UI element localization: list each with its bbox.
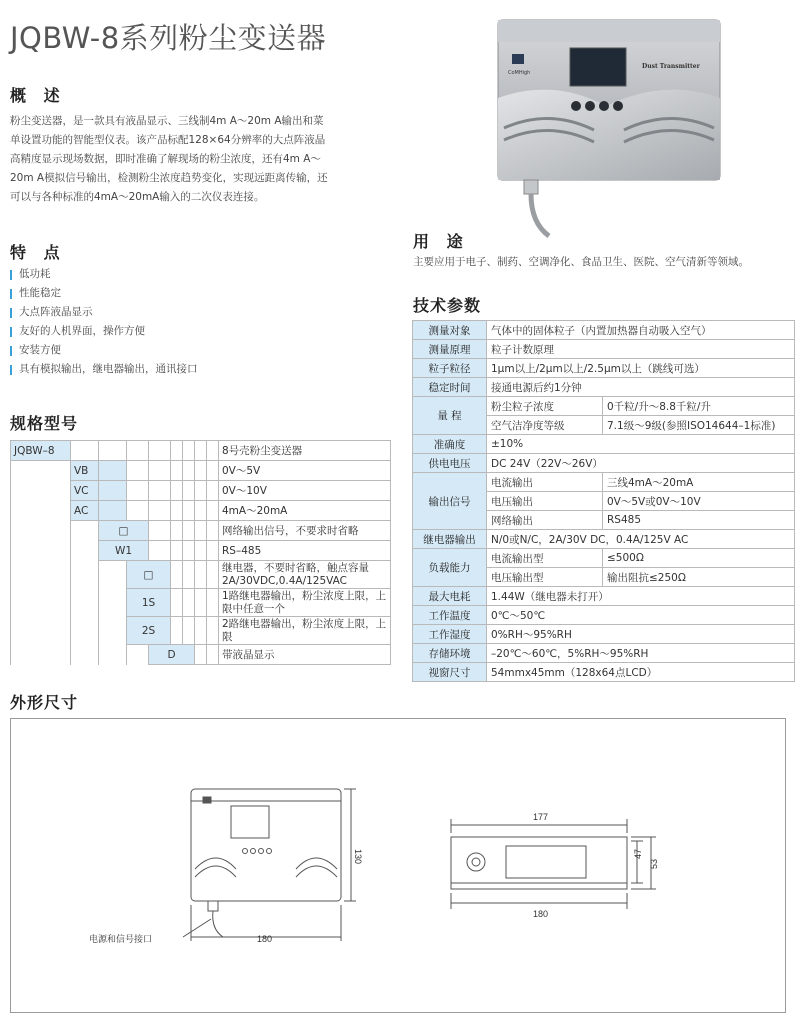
tech-table — [412, 320, 794, 682]
table-cell — [11, 541, 71, 561]
svg-text:CoMHigh: CoMHigh — [508, 70, 531, 76]
feature-item: 低功耗 — [10, 265, 198, 284]
table-cell: 0千粒/升～8.8千粒/升 — [603, 397, 795, 416]
table-cell — [11, 561, 71, 589]
table-cell: 网络输出信号，不要求时省略 — [219, 521, 391, 541]
table-cell: –20℃～60℃，5%RH～95%RH — [487, 644, 795, 663]
table-cell — [183, 561, 195, 589]
table-cell — [171, 461, 183, 481]
front-width-label: 180 — [257, 934, 273, 944]
table-cell: 工作温度 — [413, 606, 487, 625]
table-cell — [207, 501, 219, 521]
table-cell — [171, 501, 183, 521]
front-view — [183, 789, 356, 941]
bottom-width-top-label: 177 — [533, 812, 549, 822]
table-cell — [171, 589, 183, 617]
table-cell — [207, 561, 219, 589]
table-cell: 4mA～20mA — [219, 501, 391, 521]
table-cell — [99, 501, 127, 521]
table-cell — [11, 461, 71, 481]
table-cell — [183, 501, 195, 521]
table-cell — [71, 561, 99, 589]
feature-item: 大点阵液晶显示 — [10, 303, 198, 322]
overview-text — [10, 112, 400, 207]
table-cell: 测量对象 — [413, 321, 487, 340]
features-list — [10, 265, 198, 379]
table-cell — [11, 521, 71, 541]
table-row — [413, 435, 795, 454]
brand-logo-icon — [512, 54, 524, 64]
table-cell — [183, 617, 195, 645]
table-cell — [99, 589, 127, 617]
feature-item: 友好的人机界面，操作方便 — [10, 322, 198, 341]
feature-item: 性能稳定 — [10, 284, 198, 303]
table-cell: 空气洁净度等级 — [487, 416, 603, 435]
table-cell — [71, 589, 99, 617]
table-cell: JQBW–8 — [11, 441, 71, 461]
table-row — [11, 441, 391, 461]
table-cell — [195, 481, 207, 501]
table-cell: ≤500Ω — [603, 549, 795, 568]
table-cell: 最大电耗 — [413, 587, 487, 606]
usage-text: 主要应用于电子、制药、空调净化、食品卫生、医院、空气清新等领域。 — [413, 256, 749, 268]
table-cell: 电流输出 — [487, 473, 603, 492]
table-row — [11, 589, 391, 617]
table-row — [413, 340, 795, 359]
bullet-bar-icon — [10, 289, 12, 299]
model-spec-table — [10, 440, 390, 665]
front-height-label: 130 — [353, 849, 363, 865]
table-row — [413, 454, 795, 473]
table-cell — [195, 501, 207, 521]
table-cell: 输出信号 — [413, 473, 487, 530]
bottom-view — [451, 819, 656, 909]
table-cell — [171, 521, 183, 541]
table-cell: 测量原理 — [413, 340, 487, 359]
table-cell — [99, 561, 127, 589]
table-cell — [71, 541, 99, 561]
bottom-depth-outer-label: 53 — [649, 858, 659, 869]
bullet-bar-icon — [10, 365, 12, 375]
table-row — [413, 606, 795, 625]
table-cell: D — [149, 645, 195, 665]
bullet-bar-icon — [10, 327, 12, 337]
table-cell — [11, 589, 71, 617]
overview-line: 单设置功能的智能型仪表。该产品标配128×64分辨率的大点阵液晶 — [10, 134, 326, 146]
table-cell: 54mmx45mm（128x64点LCD） — [487, 663, 795, 682]
table-cell — [127, 645, 149, 665]
table-cell — [195, 541, 207, 561]
usage-heading: 用 途 — [413, 232, 469, 251]
table-cell: 粒子粒径 — [413, 359, 487, 378]
table-cell: RS485 — [603, 511, 795, 530]
table-row — [413, 397, 795, 416]
table-cell — [127, 461, 149, 481]
table-cell — [127, 441, 149, 461]
table-cell — [207, 441, 219, 461]
table-cell — [207, 645, 219, 665]
table-cell — [11, 617, 71, 645]
table-cell: 1.44W（继电器未打开） — [487, 587, 795, 606]
table-cell — [207, 589, 219, 617]
table-row — [11, 501, 391, 521]
table-cell — [207, 521, 219, 541]
table-cell — [171, 617, 183, 645]
table-cell: VB — [71, 461, 99, 481]
table-cell — [171, 561, 183, 589]
table-row — [413, 663, 795, 682]
table-cell — [195, 441, 207, 461]
table-cell: 工作湿度 — [413, 625, 487, 644]
overview-line: 粉尘变送器，是一款具有液晶显示、三线制4m A～20m A输出和菜 — [10, 115, 324, 127]
table-row — [413, 321, 795, 340]
table-cell: 带液晶显示 — [219, 645, 391, 665]
table-cell: W1 — [99, 541, 149, 561]
table-row — [11, 481, 391, 501]
table-cell — [171, 441, 183, 461]
table-cell: 接通电源后约1分钟 — [487, 378, 795, 397]
table-cell — [207, 541, 219, 561]
table-cell — [99, 441, 127, 461]
table-cell — [183, 589, 195, 617]
bottom-depth-inner-label: 47 — [633, 848, 643, 859]
table-cell — [207, 461, 219, 481]
table-cell: 0%RH～95%RH — [487, 625, 795, 644]
table-cell: 2路继电器输出，粉尘浓度上限，上限 — [219, 617, 391, 645]
table-row — [11, 541, 391, 561]
table-cell — [149, 461, 171, 481]
table-cell — [171, 481, 183, 501]
table-row — [413, 644, 795, 663]
bottom-width-label: 180 — [533, 909, 549, 919]
table-cell — [99, 481, 127, 501]
dimension-drawing-frame — [10, 718, 786, 1013]
table-cell — [149, 501, 171, 521]
table-cell — [207, 617, 219, 645]
table-cell — [183, 541, 195, 561]
table-cell — [99, 617, 127, 645]
dust-transmitter-device-photo — [494, 18, 724, 238]
table-cell: □ — [127, 561, 171, 589]
port-label: 电源和信号接口 — [89, 934, 153, 944]
table-cell: 8号壳粉尘变送器 — [219, 441, 391, 461]
table-cell — [183, 461, 195, 481]
page-title: JQBW-8系列粉尘变送器 — [10, 21, 327, 55]
table-cell: □ — [99, 521, 149, 541]
table-cell: 继电器输出 — [413, 530, 487, 549]
table-row — [413, 587, 795, 606]
table-cell: 0V～5V — [219, 461, 391, 481]
table-cell — [195, 617, 207, 645]
table-cell — [99, 461, 127, 481]
table-cell — [149, 521, 171, 541]
feature-item: 安装方便 — [10, 341, 198, 360]
table-cell — [127, 501, 149, 521]
table-cell: 存储环境 — [413, 644, 487, 663]
table-row — [11, 461, 391, 481]
table-cell: VC — [71, 481, 99, 501]
table-row — [413, 359, 795, 378]
table-cell — [183, 481, 195, 501]
features-heading: 特 点 — [10, 243, 66, 262]
table-cell — [71, 521, 99, 541]
table-cell — [99, 645, 127, 665]
table-cell — [195, 561, 207, 589]
table-cell — [195, 589, 207, 617]
table-cell — [71, 441, 99, 461]
table-cell: 粒子计数原理 — [487, 340, 795, 359]
tech-heading: 技术参数 — [413, 296, 482, 315]
table-cell: 准确度 — [413, 435, 487, 454]
table-cell: 网络输出 — [487, 511, 603, 530]
table-cell — [149, 441, 171, 461]
table-cell — [11, 645, 71, 665]
table-row — [11, 617, 391, 645]
table-cell: 7.1级～9级(参照ISO14644–1标准) — [603, 416, 795, 435]
table-cell: N/0或N/C，2A/30V DC，0.4A/125V AC — [487, 530, 795, 549]
table-cell — [195, 461, 207, 481]
table-cell: 气体中的固体粒子（内置加热器自动吸入空气） — [487, 321, 795, 340]
table-cell — [149, 541, 171, 561]
table-row — [413, 530, 795, 549]
table-cell: 继电器，不要时省略，触点容量2A/30VDC,0.4A/125VAC — [219, 561, 391, 589]
table-cell: ±10% — [487, 435, 795, 454]
overview-line: 高精度显示现场数据，即时准确了解现场的粉尘浓度，还有4m A～ — [10, 153, 321, 165]
table-cell: 1S — [127, 589, 171, 617]
table-row — [413, 378, 795, 397]
table-cell: 0℃～50℃ — [487, 606, 795, 625]
bullet-bar-icon — [10, 346, 12, 356]
table-cell — [195, 521, 207, 541]
table-cell: 粉尘粒子浓度 — [487, 397, 603, 416]
table-cell — [71, 617, 99, 645]
table-cell: 输出阻抗≤250Ω — [603, 568, 795, 587]
table-cell: 1路继电器输出，粉尘浓度上限，上限中任意一个 — [219, 589, 391, 617]
table-cell: 1μm以上/2μm以上/2.5μm以上（跳线可选） — [487, 359, 795, 378]
table-cell: DC 24V（22V～26V） — [487, 454, 795, 473]
table-cell: 三线4mA～20mA — [603, 473, 795, 492]
bullet-bar-icon — [10, 270, 12, 280]
bullet-bar-icon — [10, 308, 12, 318]
table-cell — [171, 541, 183, 561]
table-cell: RS–485 — [219, 541, 391, 561]
table-cell: 视窗尺寸 — [413, 663, 487, 682]
table-cell: 电流输出型 — [487, 549, 603, 568]
table-cell: 量 程 — [413, 397, 487, 435]
table-cell — [183, 521, 195, 541]
overview-line: 可以与各种标准的4mA～20mA输入的二次仪表连接。 — [10, 191, 265, 203]
table-row — [413, 473, 795, 492]
table-cell — [207, 481, 219, 501]
table-cell: 0V～5V或0V～10V — [603, 492, 795, 511]
table-cell: 0V～10V — [219, 481, 391, 501]
table-row — [11, 521, 391, 541]
table-row — [11, 645, 391, 665]
dimension-drawing — [11, 719, 785, 1012]
table-cell: 稳定时间 — [413, 378, 487, 397]
table-cell — [11, 481, 71, 501]
table-cell — [149, 481, 171, 501]
dimensions-heading: 外形尺寸 — [10, 693, 79, 712]
table-cell: 2S — [127, 617, 171, 645]
table-cell: 电压输出型 — [487, 568, 603, 587]
model-spec-heading: 规格型号 — [10, 414, 79, 433]
overview-heading: 概 述 — [10, 86, 66, 105]
table-cell — [127, 481, 149, 501]
table-cell: 电压输出 — [487, 492, 603, 511]
svg-text:Dust Transmitter: Dust Transmitter — [642, 63, 700, 70]
table-cell: 供电电压 — [413, 454, 487, 473]
table-cell: AC — [71, 501, 99, 521]
table-cell: 负载能力 — [413, 549, 487, 587]
overview-line: 20m A模拟信号输出，检测粉尘浓度趋势变化，实现远距离传输，还 — [10, 172, 328, 184]
table-row — [413, 549, 795, 568]
table-cell — [71, 645, 99, 665]
table-cell — [183, 441, 195, 461]
table-row — [413, 625, 795, 644]
table-row — [11, 561, 391, 589]
table-cell — [195, 645, 207, 665]
table-cell — [11, 501, 71, 521]
feature-item: 具有模拟输出，继电器输出，通讯接口 — [10, 360, 198, 379]
